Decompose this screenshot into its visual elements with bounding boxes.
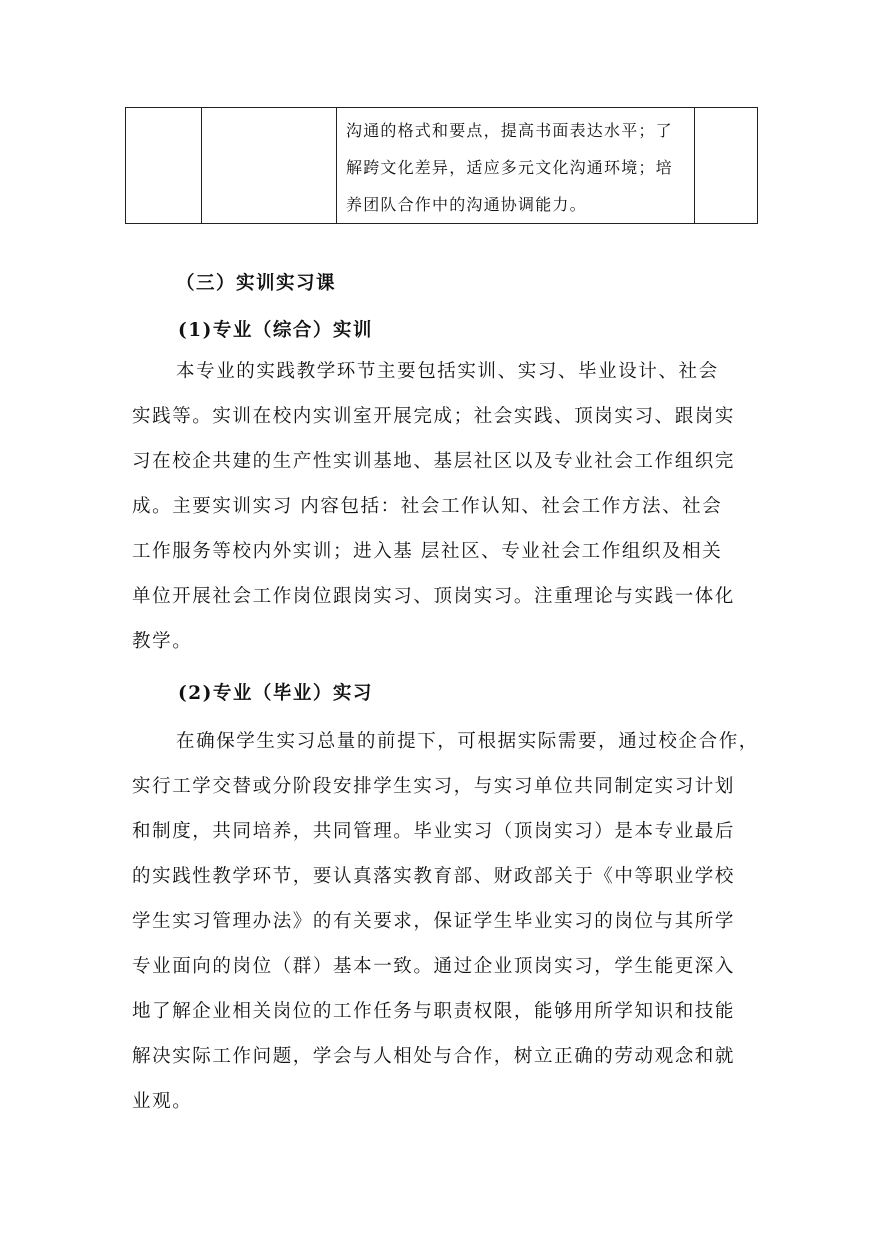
paragraph-line: 的实践性教学环节，要认真落实教育部、财政部关于《中等职业学校 [132,866,736,887]
paragraph-line: 解决实际工作问题，学会与人相处与合作，树立正确的劳动观念和就 [132,1046,736,1067]
paragraph-line: 成。主要实训实习 内容包括：社会工作认知、社会工作方法、社会 [132,496,723,517]
paragraph-line: 教学。 [132,631,193,652]
paragraph-line: 本专业的实践教学环节主要包括实训、实习、毕业设计、社会 [176,361,719,382]
table-cell-content [337,108,695,224]
table-cell-line: 养团队合作中的沟通协调能力。 [346,195,587,214]
table-cell-text [337,108,694,223]
paragraph-line: 和制度，共同培养，共同管理。毕业实习（顶岗实习）是本专业最后 [132,821,736,842]
table-cell-line: 沟通的格式和要点，提高书面表达水平；了 [346,121,673,140]
table-cell-empty [695,108,758,224]
paragraph-line: 单位开展社会工作岗位跟岗实习、顶岗实习。注重理论与实践一体化 [132,586,736,607]
course-table-fragment [125,107,758,224]
table-row [126,108,758,224]
paragraph-training [132,349,752,664]
paragraph-line: 地了解企业相关岗位的工作任务与职责权限，能够用所学知识和技能 [132,1001,736,1022]
subsection-heading-internship: (2)专业（毕业）实习 [178,683,373,704]
table-cell-empty [126,108,202,224]
paragraph-line: 在确保学生实习总量的前提下，可根据实际需要，通过校企合作， [176,731,759,752]
table-cell-line: 解跨文化差异，适应多元文化沟通环境；培 [346,158,673,177]
paragraph-line: 习在校企共建的生产性实训基地、基层社区以及专业社会工作组织完 [132,451,736,472]
paragraph-line: 专业面向的岗位（群）基本一致。通过企业顶岗实习，学生能更深入 [132,956,736,977]
paragraph-line: 工作服务等校内外实训；进入基 层社区、专业社会工作组织及相关 [132,541,723,562]
subsection-heading-training: (1)专业（综合）实训 [178,320,373,341]
table-cell-empty [202,108,337,224]
paragraph-line: 实行工学交替或分阶段安排学生实习，与实习单位共同制定实习计划 [132,776,736,797]
paragraph-line: 实践等。实训在校内实训室开展完成；社会实践、顶岗实习、跟岗实 [132,406,736,427]
paragraph-internship [132,719,759,1124]
paragraph-line: 学生实习管理办法》的有关要求，保证学生毕业实习的岗位与其所学 [132,911,736,932]
section-heading: （三）实训实习课 [176,273,337,294]
paragraph-line: 业观。 [132,1091,193,1112]
